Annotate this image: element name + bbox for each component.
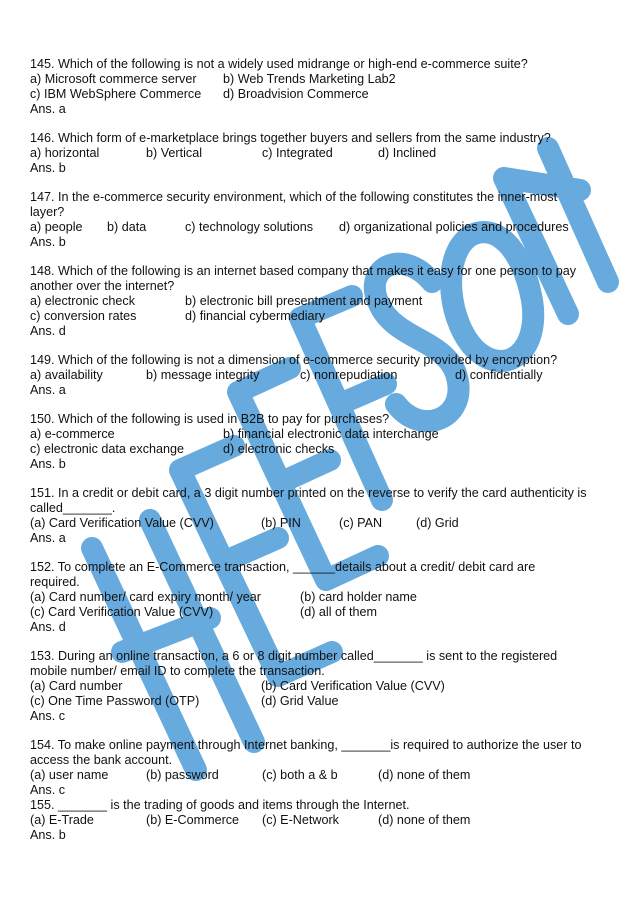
answer: Ans. b xyxy=(30,235,66,249)
option: d) electronic checks xyxy=(223,442,335,456)
option: (a) Card number xyxy=(30,679,123,693)
option: (d) all of them xyxy=(300,605,377,619)
question-text-cont: called_______. xyxy=(30,501,116,515)
answer: Ans. a xyxy=(30,531,66,545)
option: b) electronic bill presentment and payment xyxy=(185,294,423,308)
answer: Ans. d xyxy=(30,620,66,634)
option: (b) Card Verification Value (CVV) xyxy=(261,679,445,693)
option: b) financial electronic data interchange xyxy=(223,427,439,441)
answer: Ans. d xyxy=(30,324,66,338)
question-text: 150. Which of the following is used in B2B to pay for purchases? xyxy=(30,412,390,426)
option: (d) Grid xyxy=(416,516,459,530)
option: (c) PAN xyxy=(339,516,383,530)
option: c) electronic data exchange xyxy=(30,442,185,456)
option: d) confidentially xyxy=(455,368,543,382)
answer: Ans. c xyxy=(30,709,65,723)
option: (a) user name xyxy=(30,768,109,782)
answer: Ans. b xyxy=(30,828,66,842)
question-text: 151. In a credit or debit card, a 3 digit number printed on the reverse to verify the card authenticity is xyxy=(30,486,587,500)
question-text-cont: another over the internet? xyxy=(30,279,175,293)
option: a) electronic check xyxy=(30,294,135,308)
option: (b) PIN xyxy=(261,516,301,530)
option: a) horizontal xyxy=(30,146,100,160)
option: d) financial cybermediary xyxy=(185,309,325,323)
question-text-cont: required. xyxy=(30,575,80,589)
option: a) Microsoft commerce server xyxy=(30,72,197,86)
question-text: 154. To make online payment through Internet banking, _______is required to authorize the user to xyxy=(30,738,582,752)
option: b) data xyxy=(107,220,147,234)
answer: Ans. b xyxy=(30,161,66,175)
option: (c) Card Verification Value (CVV) xyxy=(30,605,214,619)
question-text: 147. In the e-commerce security environment, which of the following constitutes the inner-most xyxy=(30,190,558,204)
option: b) Web Trends Marketing Lab2 xyxy=(223,72,396,86)
option: a) people xyxy=(30,220,83,234)
option: (a) Card number/ card expiry month/ year xyxy=(30,590,261,604)
question-text: 155. _______ is the trading of goods and items through the Internet. xyxy=(30,798,410,812)
option: c) technology solutions xyxy=(185,220,314,234)
option: (d) none of them xyxy=(378,813,471,827)
answer: Ans. b xyxy=(30,457,66,471)
option: d) organizational policies and procedures xyxy=(339,220,569,234)
question-text: 153. During an online transaction, a 6 or 8 digit number called_______ is sent to the registered xyxy=(30,649,558,663)
question-text-cont: layer? xyxy=(30,205,65,219)
option: d) Inclined xyxy=(378,146,437,160)
option: a) availability xyxy=(30,368,103,382)
option: a) e-commerce xyxy=(30,427,115,441)
question-text: 145. Which of the following is not a widely used midrange or high-end e-commerce suite? xyxy=(30,57,528,71)
option: (d) none of them xyxy=(378,768,471,782)
watermark-letter-o xyxy=(451,232,533,361)
answer: Ans. a xyxy=(30,383,66,397)
option: (c) both a & b xyxy=(262,768,338,782)
option: (b) E-Commerce xyxy=(146,813,240,827)
option: (c) One Time Password (OTP) xyxy=(30,694,200,708)
option: c) conversion rates xyxy=(30,309,137,323)
question-text: 152. To complete an E-Commerce transaction, ______details about a credit/ debit card are xyxy=(30,560,536,574)
option: (a) Card Verification Value (CVV) xyxy=(30,516,214,530)
option: (d) Grid Value xyxy=(261,694,339,708)
question-text-cont: access the bank account. xyxy=(30,753,173,767)
option: d) Broadvision Commerce xyxy=(223,87,369,101)
option: c) nonrepudiation xyxy=(300,368,398,382)
answer: Ans. a xyxy=(30,102,66,116)
option: b) Vertical xyxy=(146,146,202,160)
question-text-cont: mobile number/ email ID to complete the transaction. xyxy=(30,664,325,678)
option: c) Integrated xyxy=(262,146,333,160)
option: (a) E-Trade xyxy=(30,813,94,827)
answer: Ans. c xyxy=(30,783,65,797)
question-text: 148. Which of the following is an internet based company that makes it easy for one person to pay xyxy=(30,264,577,278)
option: (c) E-Network xyxy=(262,813,339,827)
option: c) IBM WebSphere Commerce xyxy=(30,87,202,101)
question-text: 146. Which form of e-marketplace brings together buyers and sellers from the same industry? xyxy=(30,131,551,145)
option: (b) card holder name xyxy=(300,590,417,604)
option: b) message integrity xyxy=(146,368,260,382)
option: (b) password xyxy=(146,768,219,782)
question-text: 149. Which of the following is not a dimension of e-commerce security provided by encryption? xyxy=(30,353,558,367)
